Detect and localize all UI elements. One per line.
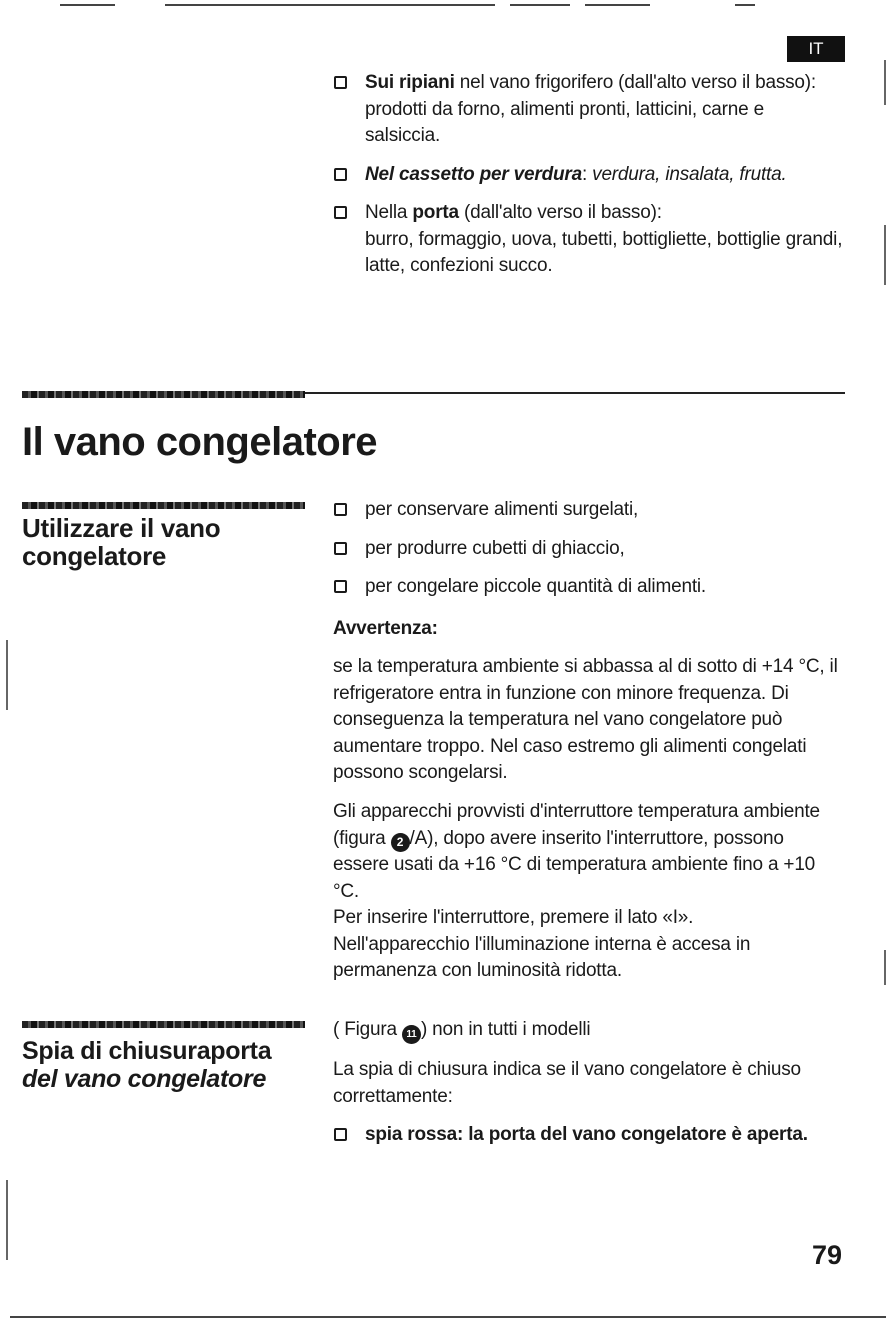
checkbox-bullet-icon <box>334 580 347 593</box>
language-badge: IT <box>787 36 845 62</box>
heading-line: del vano congelatore <box>22 1065 267 1093</box>
item-text: per produrre cubetti di ghiaccio, <box>365 537 625 559</box>
figure-number-icon: 11 <box>402 1025 421 1044</box>
scan-edge-line <box>510 4 570 6</box>
section-divider-thin <box>305 392 845 394</box>
paragraph-text: /A), dopo avere inserito l'interruttore, possono essere usati da +16 °C di temperatura ambiente fino a +10 °C. <box>333 827 816 902</box>
scan-edge-line <box>884 950 886 985</box>
checkbox-bullet-icon <box>334 76 347 89</box>
scan-edge-line <box>10 1316 886 1318</box>
list-item <box>333 536 843 563</box>
scan-edge-line <box>884 225 886 285</box>
item-text: (dall'alto verso il basso): <box>458 202 662 223</box>
page-number: 79 <box>812 1240 843 1270</box>
checkbox-bullet-icon <box>334 206 347 219</box>
item-bold-label: Nel cassetto per verdura <box>365 163 582 185</box>
heading-line: congelatore <box>22 541 167 571</box>
figure-number-icon: 2 <box>391 833 410 852</box>
paragraph-text: Nell'apparecchio l'illuminazione interna è accesa in permanenza con luminosità ridotta. <box>333 933 751 981</box>
list-item <box>333 574 843 601</box>
scan-edge-line <box>585 4 650 6</box>
section-heading <box>22 1037 271 1093</box>
heading-line: Utilizzare il vano <box>22 513 221 543</box>
list-item <box>333 70 843 150</box>
scan-edge-line <box>884 60 886 105</box>
item-detail: prodotti da forno, alimenti pronti, latticini, carne e salsiccia. <box>365 98 764 146</box>
scan-edge-line <box>60 4 115 6</box>
scan-edge-line <box>735 4 755 6</box>
page-title: Il vano congelatore <box>22 420 378 464</box>
paragraph-text: ) non in tutti i modelli <box>420 1019 591 1040</box>
item-text: per conservare alimenti surgelati, <box>365 499 639 520</box>
figure-reference <box>333 1017 590 1044</box>
section-divider-thick <box>22 391 305 398</box>
note-text: se la temperatura ambiente si abbassa al di sotto di +14 °C, il refrigeratore entra in funzione con minore frequenza. Di conseguenza la temperatura nel vano congelatore può aumentare troppo. Nel caso estremo gli alimenti congelati possono scongelarsi. <box>333 656 838 783</box>
item-bold-label: porta <box>412 202 459 223</box>
item-text: : <box>581 163 593 185</box>
paragraph-text: Per inserire l'interruttore, premere il lato «I». <box>333 907 694 928</box>
item-text: nel vano frigorifero (dall'alto verso il basso): <box>454 72 816 93</box>
indicator-paragraph: La spia di chiusura indica se il vano congelatore è chiuso correttamente: <box>333 1059 801 1107</box>
checkbox-bullet-icon <box>334 1128 347 1141</box>
section-divider-thick <box>22 502 305 509</box>
item-italic-text: verdura, insalata, frutta. <box>592 163 787 185</box>
list-item <box>333 162 843 189</box>
interruttore-paragraph <box>333 799 838 985</box>
item-text: spia rossa: la porta del vano congelatore è aperta. <box>365 1124 808 1145</box>
item-detail: burro, formaggio, uova, tubetti, bottigliette, bottiglie grandi, latte, confezioni succo. <box>365 228 843 276</box>
note-label: Avvertenza: <box>333 618 438 639</box>
storage-list <box>333 70 843 280</box>
freezer-uses-list <box>333 497 843 601</box>
checkbox-bullet-icon <box>334 503 347 516</box>
checkbox-bullet-icon <box>334 542 347 555</box>
heading-line: Spia di chiusuraporta <box>22 1037 272 1065</box>
list-item <box>333 497 843 524</box>
scan-edge-line <box>165 4 495 6</box>
paragraph-text: ( Figura <box>333 1019 402 1040</box>
section-divider-thick <box>22 1021 305 1028</box>
paragraph-text: Gli apparecchi provvisti d'interruttore temperatura ambiente (figura <box>333 801 820 849</box>
item-text: per congelare piccole quantità di alimenti. <box>365 576 706 597</box>
item-bold-label: Sui ripiani <box>365 72 455 93</box>
checkbox-bullet-icon <box>334 168 347 181</box>
list-item <box>333 1122 813 1149</box>
scan-edge-line <box>6 1180 8 1260</box>
list-item <box>333 200 843 280</box>
section-heading <box>22 514 220 570</box>
item-prefix: Nella <box>365 202 413 223</box>
scan-edge-line <box>6 640 8 710</box>
indicator-list <box>333 1122 813 1149</box>
